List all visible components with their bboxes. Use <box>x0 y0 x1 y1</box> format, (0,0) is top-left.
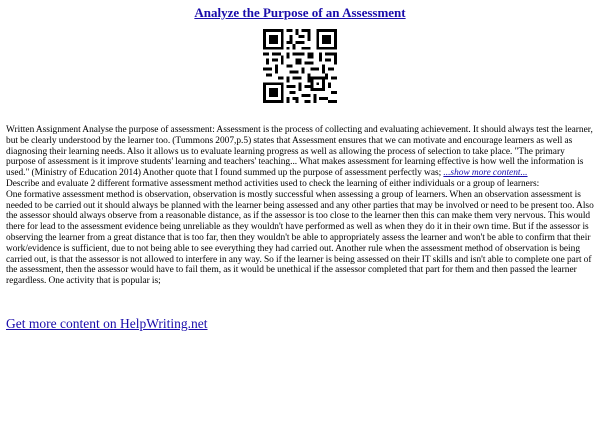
show-more-link[interactable]: ...show more content... <box>443 168 528 179</box>
paragraph-intro-text: Written Assignment Analyse the purpose of assessment: Assessment is the process of collecting and evaluating achievement. It should always test the learner, but be clearly understood by the learner too. (Tummons 2007,p.5) states that Assessment ensures that we can motivate and encourage learners as well as diagnosing their learning needs. Also it allows us to evaluate learning progress as well as allowing the process of selection to take place. "The primary purpose of assessment is it improve students' learning and teachers' teaching... What makes assessment for learning effective is how well the information is used." (Ministry of Education 2014) Another quote that I found summed up the purpose of assessment perfectly was; <box>6 125 593 179</box>
paragraph-describe: Describe and evaluate 2 different formative assessment method activities used to check the learning of either individuals or a group of learners: <box>6 178 540 189</box>
get-more-content-link[interactable]: Get more content on HelpWriting.net <box>6 316 208 331</box>
title-link[interactable]: Analyze the Purpose of an Assessment <box>194 5 406 20</box>
footer <box>6 316 208 332</box>
paragraph-observation: One formative assessment method is observation, observation is mostly successful when assessing a group of learners. When an observation assessment is needed to be carried out it should always be planned with the learner being assessed and any other parties that may be involved or need to be present too. Also the assessor should always observe from a reasonable distance, as if the assessor is too close to the learner then this can make them very nervous. This would there for lead to the assessment evidence being unreliable as they wouldn't have performed as well as when they do it in their own time. But if the assessor is observing the learner from a great distance that is too far, then they wouldn't be able to appropriately assess the learner and won't be able to confirm that their work/evidence is sufficient, due to not being able to see everything they had carried out. Another rule when the assessment method of observation is being carried out, is that the assessor is not allowed to interfere in any way. So if the learner is being assessed on their IT skills and isn't able to complete one part of the assessment, then the assessor would have to fail them, as it would be unethical if the assessor completed that part for them and then passed the learner regardless. One activity that is popular is; <box>6 189 594 287</box>
qr-code-icon <box>263 29 337 103</box>
article-body <box>6 125 594 287</box>
paragraph-intro <box>6 125 594 179</box>
page-title <box>0 5 600 21</box>
